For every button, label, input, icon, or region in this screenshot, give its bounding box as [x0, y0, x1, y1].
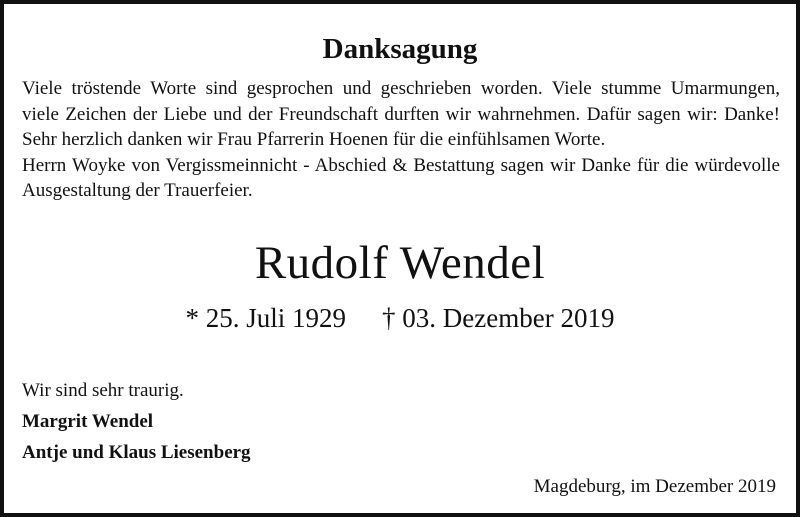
notice-heading: Danksagung	[322, 33, 478, 65]
thanks-line: Herrn Woyke von Vergissmeinnicht - Abschied & Bestattung sagen wir Danke für die würdevolle	[22, 154, 780, 176]
place-and-date: Magdeburg, im Dezember 2019	[533, 476, 776, 497]
thanks-line: Sehr herzlich danken wir Frau Pfarrerin Hoenen für die einfühlsamen Worte.	[22, 129, 606, 150]
birth-date: * 25. Juli 1929	[185, 303, 347, 333]
thanks-line: viele Zeichen der Liebe und der Freundschaft durften wir wahrnehmen. Dafür sagen wir: Danke!	[22, 103, 780, 125]
mourning-sentence: Wir sind sehr traurig.	[22, 380, 184, 401]
mourners-block	[22, 378, 251, 471]
life-dates	[4, 302, 796, 334]
mourner-name: Antje und Klaus Liesenberg	[22, 442, 251, 463]
death-date: † 03. Dezember 2019	[382, 303, 615, 333]
deceased-name: Rudolf Wendel	[254, 237, 546, 289]
mourner-name: Margrit Wendel	[22, 411, 154, 432]
thanks-paragraph	[22, 76, 780, 204]
thanks-line: Viele tröstende Worte sind gesprochen und geschrieben worden. Viele stumme Umarmungen,	[22, 78, 780, 99]
thanks-line: Ausgestaltung der Trauerfeier.	[22, 180, 253, 201]
